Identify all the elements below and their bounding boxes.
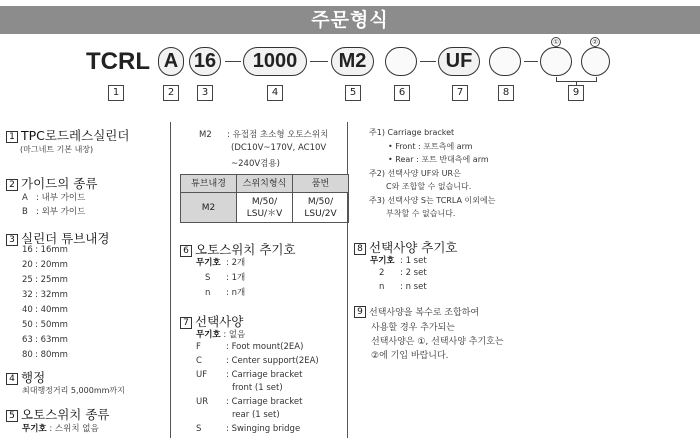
dash: [225, 61, 241, 62]
code-pill-stroke: 1000: [243, 47, 307, 76]
item-key: C: [196, 356, 202, 366]
item-value: : 내부 가이드: [36, 193, 86, 203]
item-value: : n개: [226, 288, 246, 298]
list-item: [379, 268, 427, 278]
section-number-box: 3: [6, 234, 18, 246]
item-value: : n set: [400, 282, 427, 292]
note-line: 주3) 선택사양 S는 TCRLA 이외에는: [369, 196, 496, 205]
item-value: : 25mm: [35, 275, 68, 285]
item-key: 16: [22, 245, 33, 255]
code-pill-option: UF: [438, 47, 480, 76]
dash: [420, 61, 436, 62]
cell-line: LSU/2V: [304, 208, 337, 219]
code-number-3: 3: [197, 85, 213, 101]
page-title: 주문형식: [0, 6, 700, 34]
code-pill-switch: M2: [331, 47, 374, 76]
section-9-line: ②에 기입 바랍니다.: [371, 351, 449, 361]
dash: [310, 61, 328, 62]
note-line: • Front : 포트측에 arm: [388, 142, 473, 151]
section-number-box: 4: [6, 373, 18, 385]
item-value: : Foot mount(2EA): [226, 342, 304, 352]
item-value: : 63mm: [35, 335, 68, 345]
table-header-row: [181, 175, 349, 193]
list-item: [22, 191, 85, 203]
list-item: [22, 350, 68, 360]
item-value: : 20mm: [35, 260, 68, 270]
section-title-text: 행정: [21, 370, 46, 385]
note-line: 주1) Carriage bracket: [369, 128, 455, 137]
note-line: 부착할 수 없습니다.: [386, 209, 456, 218]
item-value: : 1 set: [400, 256, 427, 266]
section-title-text: 실린더 튜브내경: [21, 231, 110, 246]
section-number-box: 6: [180, 245, 192, 257]
list-item: [379, 282, 427, 292]
item-key: S: [196, 424, 202, 434]
list-item: [22, 205, 85, 217]
circled-2-label: ②: [590, 37, 600, 47]
item-key: 20: [22, 260, 33, 270]
item-key: 50: [22, 320, 33, 330]
cell-line: M/50/: [251, 196, 278, 207]
dash: [524, 61, 538, 62]
table-cell: [237, 193, 293, 223]
list-item: [205, 286, 245, 298]
list-item: [22, 290, 68, 300]
item-key: 25: [22, 275, 33, 285]
code-pill-bore: 16: [189, 47, 221, 76]
section-9-line: 선택사양을 복수로 조합하여: [369, 308, 480, 318]
item-key: M2: [199, 130, 212, 140]
order-code-row: [0, 40, 700, 110]
section-9-line: 선택사양은 ①, 선택사양 추기호는: [371, 337, 504, 347]
item-key: UF: [196, 370, 208, 380]
code-pill-option-qty: [489, 47, 521, 76]
code-number-7: 7: [452, 85, 468, 101]
list-item: [22, 305, 68, 315]
m2-line: (DC10V~170V, AC10V: [231, 143, 327, 153]
switch-spec-table: [180, 174, 349, 223]
section-title-text: 오토스위치 추기호: [195, 242, 296, 257]
m2-line: ~240V겸용): [231, 159, 280, 169]
item-value: : 50mm: [35, 320, 68, 330]
code-number-5: 5: [345, 85, 361, 101]
item-key: 40: [22, 305, 33, 315]
section-number-box: 1: [6, 131, 18, 143]
item-key: 2: [379, 268, 385, 278]
list-item-continuation: rear (1 set): [232, 410, 280, 420]
table-header-cell: 스위치형식: [237, 175, 293, 193]
item-value: : 유접점 초소형 오토스위치: [227, 130, 329, 140]
list-item: [196, 370, 302, 380]
cell-line: M/50/: [307, 196, 334, 207]
item-value: : 32mm: [35, 290, 68, 300]
section-number-box: 9: [354, 306, 366, 318]
item-key: B: [22, 207, 28, 217]
item-key: UR: [196, 397, 209, 407]
item-value: : Swinging bridge: [226, 424, 301, 434]
item-key: 80: [22, 350, 33, 360]
code-pill-extra-2: [581, 47, 610, 76]
section-number-box: 8: [354, 243, 366, 255]
list-item: [196, 397, 302, 407]
list-item: [22, 320, 68, 330]
item-value: : 1개: [226, 273, 246, 283]
section-title-text: TPC로드레스실린더: [21, 128, 130, 143]
item-key: n: [205, 288, 211, 298]
item-key: 32: [22, 290, 33, 300]
section-9: [354, 303, 479, 318]
code-prefix: TCRL: [86, 48, 150, 75]
item-value: : 없음: [223, 330, 246, 340]
note-line: • Rear : 포트 반대측에 arm: [388, 155, 489, 164]
item-key: 무기호: [196, 258, 221, 268]
item-key: S: [205, 273, 211, 283]
table-header-cell: 품번: [293, 175, 349, 193]
section-number-box: 5: [6, 410, 18, 422]
section-1-note: (마그네트 기본 내장): [20, 145, 94, 154]
item-key: A: [22, 193, 28, 203]
circled-1-label: ①: [551, 37, 561, 47]
note-line: C와 조합할 수 없습니다.: [386, 182, 472, 191]
section-number-box: 2: [6, 179, 18, 191]
section-9-line: 사용할 경우 추가되는: [371, 323, 455, 333]
table-row: [181, 193, 349, 223]
section-title-text: 가이드의 종류: [21, 176, 98, 191]
section-title-text: 선택사양: [195, 314, 244, 329]
code-number-8: 8: [498, 85, 514, 101]
code-number-6: 6: [394, 85, 410, 101]
connector-line: [576, 81, 577, 85]
list-item: [370, 254, 427, 266]
list-item: [196, 256, 245, 268]
section-4-note: 최대행정거리 5,000mm까지: [22, 386, 125, 395]
code-pill-guide: A: [158, 47, 184, 76]
list-item: [205, 271, 245, 283]
section-4-title: [6, 368, 45, 386]
table-header-cell: 튜브내경: [181, 175, 237, 193]
item-value: : Carriage bracket: [226, 370, 303, 380]
section-1-title: [6, 126, 129, 144]
item-key: n: [379, 282, 385, 292]
column-divider: [347, 122, 348, 438]
item-value: : 외부 가이드: [36, 207, 86, 217]
item-key: 무기호: [370, 256, 395, 266]
item-value: : 2개: [226, 258, 246, 268]
item-value: : 스위치 없음: [49, 424, 99, 434]
code-number-9: 9: [568, 85, 584, 101]
item-value: : 2 set: [400, 268, 427, 278]
list-item: [196, 328, 245, 340]
note-line: 주2) 선택사양 UF와 UR은: [369, 169, 461, 178]
code-number-4: 4: [267, 85, 283, 101]
item-key: 무기호: [196, 330, 221, 340]
m2-line: [199, 128, 328, 140]
section-title-text: 선택사양 추기호: [369, 240, 458, 255]
column-divider: [170, 122, 171, 438]
section-number-box: 7: [180, 317, 192, 329]
table-cell: [293, 193, 349, 223]
code-pill-switch-qty: [385, 47, 417, 76]
item-key: F: [196, 342, 201, 352]
code-pill-extra-1: [540, 47, 572, 76]
section-2-title: [6, 174, 97, 192]
list-item: [196, 342, 303, 352]
table-row-head: M2: [181, 193, 237, 223]
section-5-title: [6, 405, 110, 423]
item-value: : 40mm: [35, 305, 68, 315]
list-item: [196, 356, 319, 366]
item-value: : Center support(2EA): [226, 356, 319, 366]
item-value: : 16mm: [35, 245, 68, 255]
item-key: 63: [22, 335, 33, 345]
section-title-text: 오토스위치 종류: [21, 407, 110, 422]
item-value: : 80mm: [35, 350, 68, 360]
item-key: 무기호: [22, 424, 47, 434]
item-value: : Carriage bracket: [226, 397, 303, 407]
list-item: [22, 422, 99, 434]
list-item: [22, 260, 68, 270]
list-item: [22, 275, 68, 285]
list-item: [196, 424, 300, 434]
code-number-1: 1: [108, 85, 124, 101]
list-item: [22, 335, 68, 345]
cell-line: LSU/＊V: [246, 208, 283, 219]
list-item-continuation: front (1 set): [232, 383, 283, 393]
code-number-2: 2: [163, 85, 179, 101]
list-item: [22, 245, 68, 255]
